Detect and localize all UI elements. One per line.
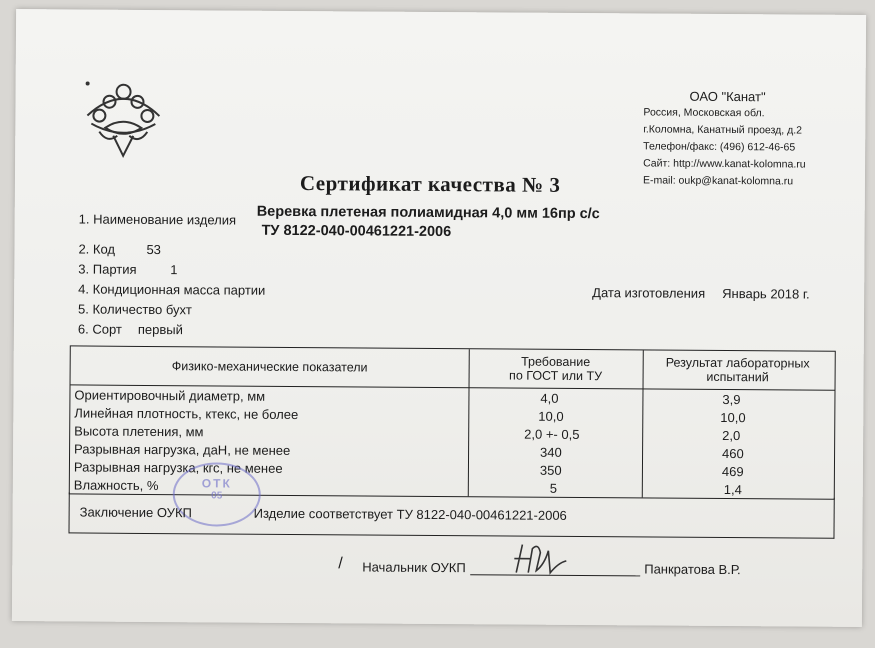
requirement-cell: 4,0 (540, 390, 559, 406)
stamp-number: 05 (211, 490, 223, 502)
company-website: Сайт: http://www.kanat-kolomna.ru (643, 157, 806, 171)
property-cell: Линейная плотность, ктекс, не более (74, 405, 299, 423)
company-logo-icon (77, 71, 170, 164)
signatory-name: Панкратова В.Р. (644, 561, 741, 578)
company-phone: Телефон/факс: (496) 612-46-65 (643, 140, 796, 154)
company-address-line: Россия, Московская обл. (643, 106, 765, 120)
company-address-line: г.Коломна, Канатный проезд, д.2 (643, 123, 803, 137)
document-title: Сертификат качества № 3 (299, 171, 561, 197)
requirement-cell: 5 (549, 480, 558, 496)
coils-label: 5. Количество бухт (78, 301, 192, 318)
property-cell: Разрывная нагрузка, даН, не менее (74, 441, 291, 458)
property-cell: Влажность, % (73, 477, 159, 494)
grade-label: 6. Сорт (77, 321, 122, 337)
result-cell: 3,9 (722, 391, 741, 408)
batch-label: 3. Партия (78, 261, 137, 277)
property-cell: Ориентировочный диаметр, мм (74, 387, 266, 404)
property-cell: Высота плетения, мм (74, 423, 204, 440)
product-tu: ТУ 8122-040-00461221-2006 (261, 222, 452, 241)
requirement-cell: 340 (540, 444, 562, 460)
header-result: Результат лабораторных испытаний (665, 355, 810, 385)
stamp-text: ОТК (201, 476, 232, 491)
signature-scribble-icon (510, 539, 570, 579)
requirement-cell: 350 (539, 462, 562, 478)
header-requirement: Требование по ГОСТ или ТУ (509, 354, 603, 384)
grade-value: первый (137, 321, 183, 338)
batch-value: 1 (170, 262, 178, 278)
requirement-cell: 10,0 (538, 408, 564, 424)
date-value: Январь 2018 г. (722, 285, 810, 302)
property-cell: Разрывная нагрузка, кгс, не менее (73, 459, 283, 476)
company-email: E-mail: oukp@kanat-kolomna.ru (642, 174, 794, 188)
result-cell: 460 (722, 445, 744, 462)
company-info (643, 87, 806, 190)
header-property: Физико-механические показатели (171, 359, 368, 375)
company-name: ОАО "Канат" (689, 88, 766, 105)
product-name-label: 1. Наименование изделия (78, 211, 237, 228)
result-cell: 2,0 (722, 427, 741, 444)
conclusion-text: Изделие соответствует ТУ 8122-040-00461221-2006 (253, 505, 567, 523)
conclusion-label: Заключение ОУКП (79, 504, 192, 521)
product-name: Веревка плетеная полиамидная 4,0 мм 16пр с/с (256, 203, 600, 223)
signature-position: Начальник ОУКП (362, 559, 466, 576)
result-cell: 10,0 (720, 409, 746, 426)
conclusion-box (68, 492, 834, 538)
date-label: Дата изготовления (592, 285, 706, 301)
code-label: 2. Код (78, 241, 116, 257)
slash-mark: / (338, 555, 343, 573)
result-cell: 1,4 (723, 481, 742, 498)
mass-label: 4. Кондиционная масса партии (78, 281, 266, 298)
result-cell: 469 (721, 463, 744, 480)
product-description (257, 203, 600, 243)
certificate-page (12, 9, 866, 627)
code-value: 53 (146, 241, 161, 258)
requirement-cell: 2,0 +- 0,5 (524, 426, 580, 442)
